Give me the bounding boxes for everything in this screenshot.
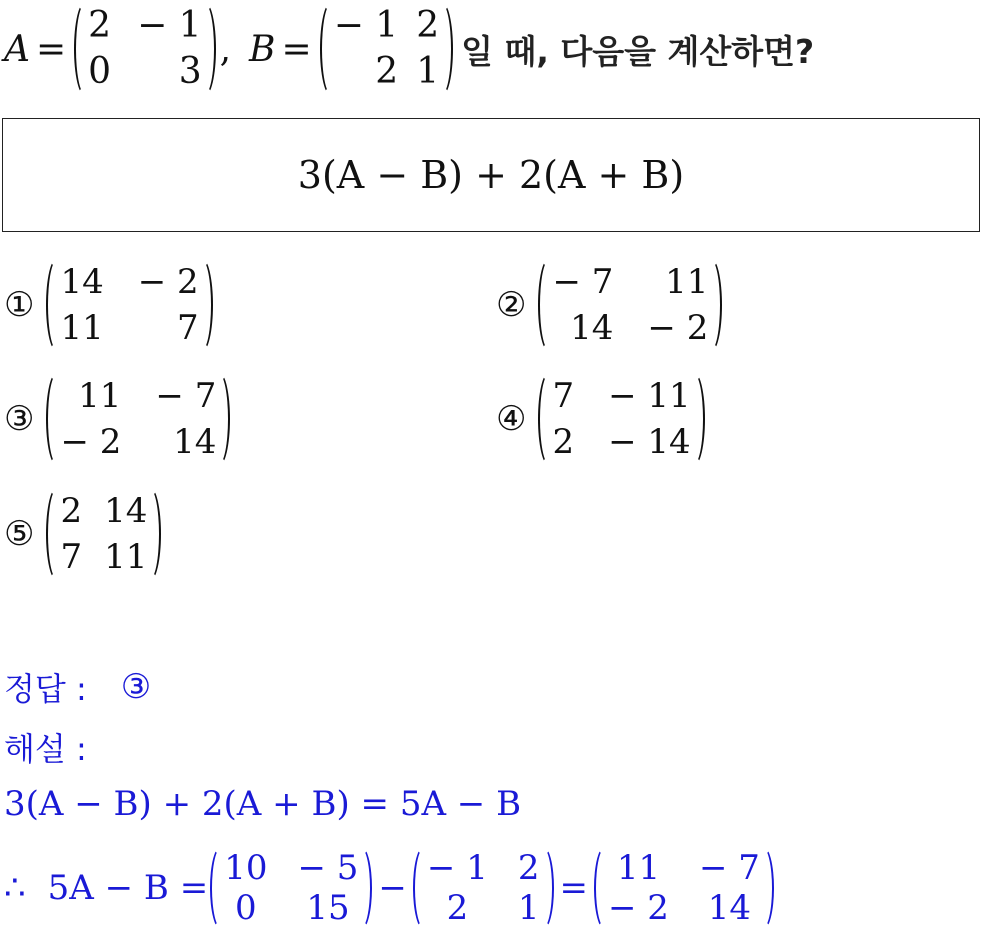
matrix-cell: − 2 [137,262,199,302]
equals-sign: = [281,28,312,70]
question-prompt: 일 때, 다음을 계산하면? [461,31,815,71]
matrix-cell: 11 [60,308,104,348]
matrix-cell: 10 [224,848,268,888]
comma: , [219,28,232,70]
matrix-a-name: A [4,28,30,70]
choice-5[interactable] [4,487,163,581]
matrix-cell: 7 [177,308,199,348]
choice-number: ③ [4,399,35,439]
matrix-cell: 15 [306,888,350,928]
explanation-header [4,724,87,770]
explanation-line-2 [4,846,776,930]
matrix-cell: − 7 [155,376,217,416]
answer-label: 정답 : [4,670,87,708]
matrix-cell: − 7 [552,262,614,302]
matrix-cell: − 11 [608,376,691,416]
matrix-cell: − 5 [297,848,359,888]
matrix-a [72,2,217,96]
matrix-cell: − 14 [608,422,691,462]
matrix-cell: 2 [552,422,575,462]
answer-line [4,664,151,710]
matrix-cell: − 2 [608,888,669,928]
explanation-lhs: 5A − B = [47,868,209,908]
explanation-line-1 [4,784,521,824]
explanation-equation: 3(A − B) + 2(A + B) = 5A − B [4,784,522,824]
matrix-cell: − 2 [647,308,709,348]
choice-4[interactable] [496,372,707,466]
expression: 3(A − B) + 2(A + B) [297,153,685,197]
choice-3[interactable] [4,372,232,466]
expression-box [2,118,980,232]
matrix-cell: 7 [552,376,575,416]
minus-sign: − [378,868,407,908]
equals-sign: = [559,868,588,908]
matrix-cell: 14 [570,308,614,348]
matrix-cell: 14 [707,888,752,928]
explanation-matrix-2 [411,846,556,930]
explanation-matrix-3 [592,846,776,930]
matrix-cell: 2 [375,51,399,92]
choice-number: ② [496,285,527,325]
explanation-matrix-1 [208,846,374,930]
matrix-cell: 1 [416,51,440,92]
matrix-cell: 3 [178,51,202,92]
matrix-cell: − 2 [60,422,122,462]
matrix-cell: 2 [416,5,440,46]
matrix-cell: 0 [88,51,112,92]
choice-matrix [536,372,706,466]
matrix-cell: 11 [104,537,148,577]
matrix-b-name: B [249,28,276,70]
matrix-cell: − 1 [137,5,202,46]
choice-matrix [44,372,232,466]
therefore-symbol: ∴ [4,868,26,908]
matrix-cell: 14 [60,262,104,302]
equals-sign: = [36,28,67,70]
choice-matrix [536,258,724,352]
choice-matrix [44,258,214,352]
choice-1[interactable] [4,258,215,352]
choice-matrix [44,487,163,581]
question-line [4,2,814,96]
matrix-b [318,2,455,96]
explanation-label: 해설 : [4,730,87,768]
matrix-cell: 2 [60,491,83,531]
matrix-cell: 2 [446,888,469,928]
matrix-cell: 14 [104,491,148,531]
matrix-cell: 11 [616,848,661,888]
matrix-cell: − 1 [426,848,488,888]
choice-number: ① [4,285,35,325]
matrix-cell: 7 [60,537,83,577]
matrix-cell: − 7 [698,848,760,888]
matrix-cell: 11 [78,376,122,416]
matrix-cell: − 1 [333,5,399,46]
matrix-cell: 11 [665,262,709,302]
choice-2[interactable] [496,258,724,352]
matrix-cell: 1 [517,888,540,928]
answer-value: ③ [120,667,152,707]
choice-number: ⑤ [4,514,35,554]
choice-number: ④ [496,399,527,439]
matrix-cell: 0 [235,888,257,928]
matrix-cell: 14 [173,422,217,462]
matrix-cell: 2 [88,5,112,46]
matrix-cell: 2 [517,848,540,888]
